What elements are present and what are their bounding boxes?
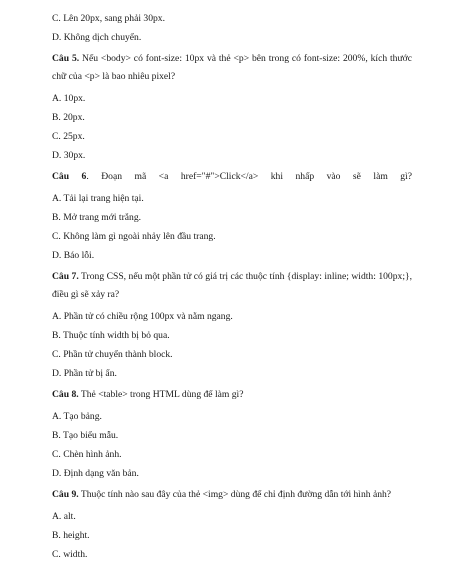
question-number: Câu 8. bbox=[52, 389, 79, 400]
answer-option: A. Tạo bảng. bbox=[52, 411, 102, 422]
answer-option: C. Lên 20px, sang phải 30px. bbox=[52, 13, 165, 24]
answer-option: C. width. bbox=[52, 549, 88, 560]
question-8 bbox=[52, 386, 412, 404]
question-number: Câu 6 bbox=[52, 171, 87, 182]
question-5 bbox=[52, 50, 412, 86]
answer-option: D. Định dạng văn bản. bbox=[52, 468, 139, 479]
answer-option: D. Phần tử bị ẩn. bbox=[52, 368, 117, 379]
answer-option: B. height. bbox=[52, 530, 90, 541]
question-number: Câu 5. bbox=[52, 53, 80, 64]
answer-option: C. Chèn hình ảnh. bbox=[52, 449, 122, 460]
answer-option: D. Không dịch chuyển. bbox=[52, 32, 142, 43]
question-number: Câu 9. bbox=[52, 489, 79, 500]
answer-option: C. Không làm gì ngoài nhảy lên đầu trang. bbox=[52, 231, 216, 242]
quiz-content bbox=[52, 12, 412, 567]
question-text: Trong CSS, nếu một phần tử có giá trị các thuộc tính {display: inline; width: 100px;}, điều gì sẽ xảy ra? bbox=[52, 271, 412, 300]
answer-option: B. 20px. bbox=[52, 112, 85, 123]
question-number: Câu 7. bbox=[52, 271, 79, 282]
question-9 bbox=[52, 486, 412, 504]
question-text: Thẻ <table> trong HTML dùng để làm gì? bbox=[78, 389, 244, 400]
question-text: . Đoạn mã <a href="#">Click</a> khi nhấp vào sẽ làm gì? bbox=[86, 171, 412, 182]
question-7 bbox=[52, 268, 412, 304]
answer-option: C. Phần tử chuyển thành block. bbox=[52, 349, 173, 360]
question-6 bbox=[52, 168, 412, 186]
question-text: Nếu <body> có font-size: 10px và thẻ <p> bên trong có font-size: 200%, kích thước chữ của <p> là bao nhiêu pixel? bbox=[52, 53, 413, 82]
answer-option: D. Báo lỗi. bbox=[52, 250, 95, 261]
answer-option: A. Tải lại trang hiện tại. bbox=[52, 193, 144, 204]
answer-option: A. alt. bbox=[52, 511, 76, 522]
question-text: Thuộc tính nào sau đây của thẻ <img> dùng để chỉ định đường dẫn tới hình ảnh? bbox=[78, 489, 392, 500]
answer-option: B. Thuộc tính width bị bỏ qua. bbox=[52, 330, 170, 341]
answer-option: D. 30px. bbox=[52, 150, 86, 161]
answer-option: B. Mở trang mới trắng. bbox=[52, 212, 142, 223]
answer-option: A. 10px. bbox=[52, 93, 86, 104]
answer-option: C. 25px. bbox=[52, 131, 85, 142]
answer-option: B. Tạo biểu mẫu. bbox=[52, 430, 119, 441]
answer-option: A. Phần tử có chiều rộng 100px và nằm ngang. bbox=[52, 311, 233, 322]
